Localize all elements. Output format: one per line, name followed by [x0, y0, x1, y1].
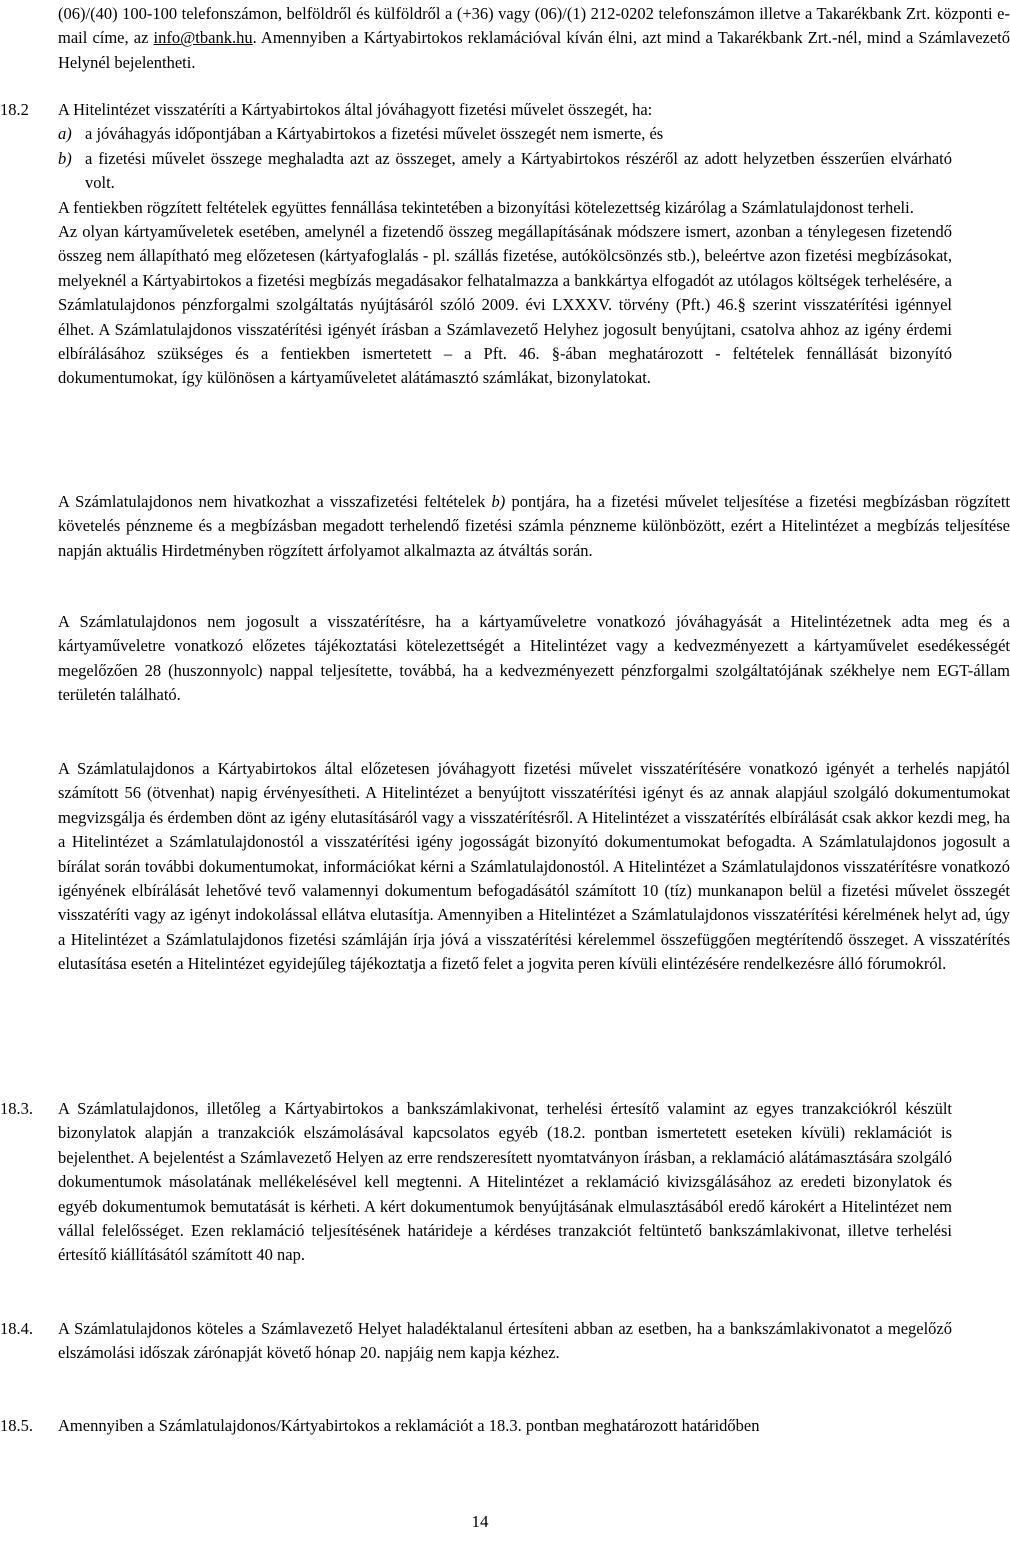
section-text: Amennyiben a Számlatulajdonos/Kártyabirtokos a reklamációt a 18.3. pontban meghatározott határidőben [58, 1416, 760, 1435]
section-18-4 [0, 1317, 952, 1366]
section-text: A Számlatulajdonos köteles a Számlavezető Helyet haladéktalanul értesíteni abban az esetben, ha a bankszámlakivonatot a megelőző elszámolási időszak zárónapját követő hónap 20. napjáig nem kapja kézhez. [58, 1319, 952, 1363]
section-18-2 [0, 98, 952, 391]
page-number: 14 [471, 1512, 489, 1531]
section-number: 18.2 [0, 100, 29, 119]
no-refund-paragraph: A Számlatulajdonos nem jogosult a visszatérítésre, ha a kártyaműveletre vonatkozó jóváhagyását a Hitelintézetnek adta meg és a kártyaműveletre vonatkozó előzetes tájékoztatási kötelezettségét a Hitelintézet vagy a kedvezményezett a kártyaművelet esedékességét megelőzően 28 (huszonnyolc) nappal teljesítette, továbbá, ha a kedvezményezett pénzforgalmi szolgáltatójának székhelye nem EGT-állam területén található. [58, 612, 1010, 705]
intro-paragraph [0, 2, 1010, 75]
condition-reference: b) [491, 492, 506, 511]
card-operations-paragraph: Az olyan kártyaműveletek esetében, amelynél a fizetendő összeg megállapításának módszere ismert, azonban a ténylegesen fizetendő összeg nem állapítható meg előzetesen (kártyafoglalás - pl. szállás fizetése, autókölcsönzés stb.), beleértve azon fizetési megbízásokat, melyeknél a Kártyabirtokos a fizetési megbízás megadásakor felhatalmazza a bankkártya elfogadót az utólagos költségek terhelésére, a Számlatulajdonos pénzforgalmi szolgáltatás nyújtásáról szóló 2009. évi LXXXV. törvény (Pft.) 46.§ szerint visszatérítési igénnyel élhet. A Számlatulajdonos visszatérítési igényét írásban a Számlavezető Helyhez jogosult benyújtani, csatolva ahhoz az igény érdemi elbírálásához szükséges és a fentiekben ismertetett – a Pft. 46. §-ában meghatározott - feltételek fennállását bizonyító dokumentumokat, így különösen a kártyaműveletet alátámasztó számlákat, bizonylatokat. [58, 222, 952, 388]
condition-b [0, 147, 952, 196]
currency-text-1: A Számlatulajdonos nem hivatkozhat a visszafizetési feltételek [58, 492, 486, 511]
section-18-5 [0, 1414, 952, 1438]
burden-of-proof-paragraph: A fentiekben rögzített feltételek együttes fennállása tekintetében a bizonyítási kötelezettség kizárólag a Számlatulajdonost terheli. [58, 197, 914, 217]
currency-paragraph [0, 490, 1010, 563]
condition-text: a jóváhagyás időpontjában a Kártyabirtokos a fizetési művelet összegét nem ismerte, és [85, 124, 664, 144]
section-18-3 [0, 1097, 952, 1268]
intro-text-1: (06)/(40) 100-100 telefonszámon, belföldről és külföldről a (+36) vagy (06)/(1) 212-0202 telefonszámon illetve a Takarékbank Zrt. központi e-mail címe, az [58, 4, 1010, 48]
section-lead: A Hitelintézet visszatéríti a Kártyabirtokos által jóváhagyott fizetési művelet összegét, ha: [58, 100, 653, 119]
section-number: 18.4. [0, 1319, 33, 1338]
condition-text: a fizetési művelet összege meghaladta azt az összeget, amely a Kártyabirtokos részéről az adott helyzetben ésszerűen elvárható volt. [85, 148, 952, 193]
section-number: 18.3. [0, 1099, 33, 1118]
refund-deadline-paragraph: A Számlatulajdonos a Kártyabirtokos által előzetesen jóváhagyott fizetési művelet visszatérítésére vonatkozó igényét a terhelés napjától számított 56 (ötvenhat) napig érvényesítheti. A Hitelintézet a benyújtott visszatérítési igényt és az annak alapjául szolgáló dokumentumokat megvizsgálja és érdemben dönt az igény elutasításáról vagy a visszatérítésről. A Hitelintézet a visszatérítés elbírálását csak akkor kezdi meg, ha a Hitelintézet a Számlatulajdonostól a visszatérítési igény jogosságát bizonyító dokumentumokat befogadta. A Számlatulajdonos jogosult a bírálat során további dokumentumokat, információkat kérni a Számlatulajdonostól. A Hitelintézet a Számlatulajdonos visszatérítésre vonatkozó igényének elbírálását lehetővé tevő valamennyi dokumentum befogadásától számított 10 (tíz) munkanapon belül a fizetési művelet összegét visszatéríti vagy az igényt indokolással ellátva elutasítja. Amennyiben a Hitelintézet a Számlatulajdonos visszatérítési kérelmének helyt ad, úgy a Hitelintézet a Számlatulajdonos fizetési számláján írja jóvá a visszatérítési kérelemmel összefüggően megtérítendő összeget. A visszatérítés elutasítása esetén a Hitelintézet egyidejűleg tájékoztatja a fizető felet a jogvita peren kívüli elintézésére rendelkezésre álló fórumokról. [58, 759, 1010, 974]
condition-a [0, 122, 952, 146]
email-link[interactable]: info@tbank.hu [153, 28, 253, 48]
currency-text-2: pontjára, ha a fizetési művelet teljesítése a fizetési megbízásban rögzített követelés pénzneme és a megbízásban megadott terhelendő fizetési számla pénzneme különbözött, ezért a Hitelintézet a megbízás teljesítése napján aktuális Hirdetményben rögzített árfolyamot alkalmazta az átváltás során. [58, 492, 1010, 560]
section-number: 18.5. [0, 1416, 33, 1435]
intro-text-2: . Amennyiben a Kártyabirtokos reklamációval kíván élni, azt mind a Takarékbank Zrt.-nél, mind a Számlavezető Helynél bejelentheti. [58, 28, 1010, 72]
condition-label: b) [58, 148, 72, 168]
section-text: A Számlatulajdonos, illetőleg a Kártyabirtokos a bankszámlakivonat, terhelési értesítő valamint az egyes tranzakciókról készült bizonylatok alapján a tranzakciók elszámolásával kapcsolatos egyéb (18.2. pontban ismertetett eseteken kívüli) reklamációt is bejelenthet. A bejelentést a Számlavezető Helyen az erre rendszeresített nyomtatványon írásban, a reklamáció alátámasztására szolgáló dokumentumok másolatának mellékelésével kell megtenni. A Hitelintézet a reklamáció kivizsgálásához az eredeti bizonylatok és egyéb dokumentumok bemutatását is kérheti. A kért dokumentumok benyújtásának elmulasztásából eredő károkért a Hitelintézet nem vállal felelősséget. Ezen reklamáció teljesítésének határideje a kérdéses tranzakciót feltüntető bankszámlakivonat, illetve terhelési értesítő kiállításától számított 40 nap. [58, 1099, 952, 1265]
condition-label: a) [58, 124, 72, 144]
